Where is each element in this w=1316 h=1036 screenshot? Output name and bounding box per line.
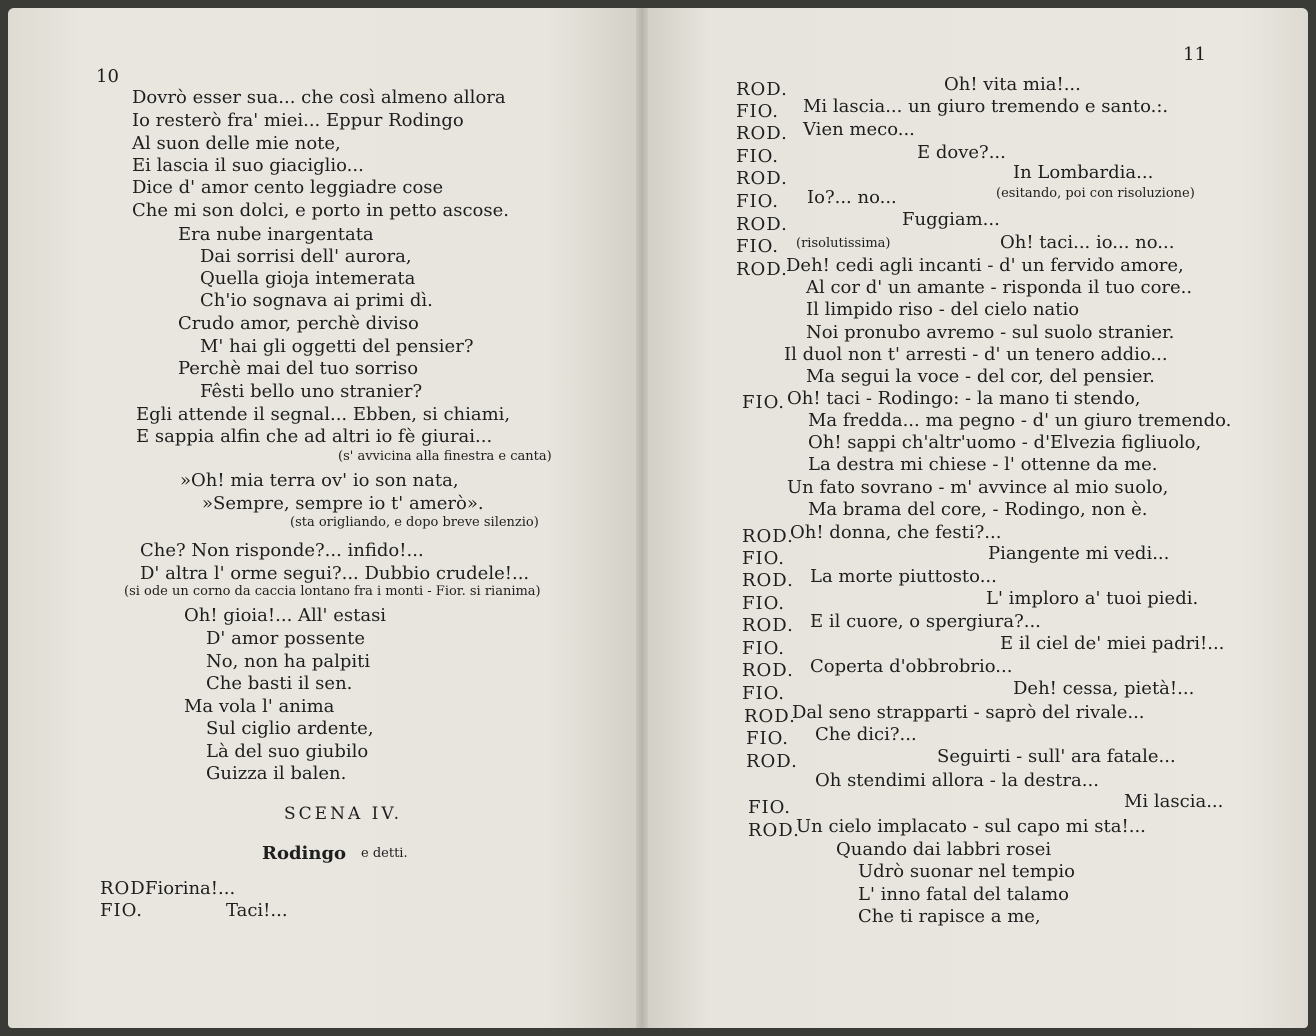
speaker-label: ROD.	[736, 79, 788, 100]
verse-line: E il ciel de' miei padri!...	[1000, 633, 1225, 654]
scene-heading: SCENA IV.	[284, 804, 403, 824]
speaker-label: FIO.	[742, 392, 786, 413]
verse-line: Perchè mai del tuo sorriso	[178, 358, 419, 379]
verse-line: Guizza il balen.	[206, 763, 347, 784]
verse-line: Ma vola l' anima	[184, 696, 335, 717]
verse-line: Là del suo giubilo	[206, 741, 369, 762]
speaker-label: FIO.	[742, 548, 786, 569]
verse-line: Ma brama del core, - Rodingo, non è.	[808, 499, 1148, 520]
stage-direction: (esitando, poi con risoluzione)	[996, 186, 1195, 201]
verse-line: L' imploro a' tuoi piedi.	[986, 588, 1199, 609]
verse-line: Dai sorrisi dell' aurora,	[200, 246, 412, 267]
verse-line: Dovrò esser sua... che così almeno allora	[132, 87, 506, 108]
verse-line: Egli attende il segnal... Ebben, si chiami,	[136, 404, 511, 425]
verse-line: Al cor d' un amante - risponda il tuo core..	[806, 277, 1193, 298]
verse-line: D' amor possente	[206, 628, 366, 649]
speaker-label: ROD.	[736, 214, 788, 235]
verse-line: Mi lascia... un giuro tremendo e santo.:.	[803, 96, 1169, 117]
speaker-label: ROD.	[742, 615, 794, 636]
speaker-label: FIO.	[748, 797, 792, 818]
stage-direction: (risolutissima)	[796, 236, 891, 251]
verse-line: Fuggiam...	[902, 209, 1000, 230]
speaker-label: FIO.	[736, 146, 780, 167]
speaker-label: ROD.	[736, 168, 788, 189]
verse-line: Udrò suonar nel tempio	[858, 861, 1075, 882]
verse-line: Fiorina!...	[145, 878, 236, 899]
verse-line: M' hai gli oggetti del pensier?	[200, 336, 474, 357]
verse-line: Ch'io sognava ai primi dì.	[200, 290, 433, 311]
verse-line: Oh! gioia!... All' estasi	[184, 605, 387, 626]
verse-line: Taci!...	[226, 900, 288, 921]
speaker-label: ROD.	[736, 259, 788, 280]
verse-line: Io?... no...	[807, 187, 897, 208]
verse-line: L' inno fatal del talamo	[858, 884, 1069, 905]
verse-line: Oh! vita mia!...	[944, 74, 1081, 95]
verse-line: Un cielo implacato - sul capo mi sta!...	[796, 816, 1146, 837]
speaker-label: ROD.	[742, 660, 794, 681]
verse-line: Sul ciglio ardente,	[206, 718, 374, 739]
speaker-label: ROD.	[744, 706, 796, 727]
speaker-label: ROD.	[736, 123, 788, 144]
verse-line: Oh! sappi ch'altr'uomo - d'Elvezia figliuolo,	[808, 432, 1202, 453]
verse-line: E dove?...	[917, 142, 1006, 163]
verse-line: La morte piuttosto...	[810, 566, 997, 587]
verse-line: Che dici?...	[815, 724, 917, 745]
verse-line: Un fato sovrano - m' avvince al mio suolo,	[787, 477, 1169, 498]
verse-line: Ma segui la voce - del cor, del pensier.	[806, 366, 1155, 387]
verse-line: Che ti rapisce a me,	[858, 906, 1041, 927]
verse-line: Il duol non t' arresti - d' un tenero addio...	[784, 344, 1168, 365]
verse-line: Il limpido riso - del cielo natio	[806, 299, 1080, 320]
verse-line: Coperta d'obbrobrio...	[810, 656, 1013, 677]
verse-line: Quella gioja intemerata	[200, 268, 416, 289]
verse-line: Crudo amor, perchè diviso	[178, 313, 419, 334]
verse-line: »Sempre, sempre io t' amerò».	[202, 493, 484, 514]
verse-line: Oh stendimi allora - la destra...	[815, 770, 1099, 791]
verse-line: Dal seno strapparti - saprò del rivale...	[792, 702, 1145, 723]
speaker-label: FIO.	[736, 236, 780, 257]
verse-line: Ei lascia il suo giaciglio...	[132, 155, 364, 176]
verse-line: E sappia alfin che ad altri io fè giurai...	[136, 426, 493, 447]
character-note: e detti.	[361, 846, 408, 861]
verse-line: In Lombardia...	[1013, 162, 1154, 183]
speaker-label: ROD.	[748, 820, 800, 841]
stage-direction: (sta origliando, e dopo breve silenzio)	[290, 515, 539, 530]
speaker-label: FIO.	[736, 101, 780, 122]
verse-line: Era nube inargentata	[178, 224, 374, 245]
verse-line: Io resterò fra' miei... Eppur Rodingo	[132, 110, 464, 131]
verse-line: Che? Non risponde?... infido!...	[140, 540, 424, 561]
verse-line: Oh! taci... io... no...	[1000, 232, 1175, 253]
verse-line: »Oh! mia terra ov' io son nata,	[180, 470, 459, 491]
verse-line: Quando dai labbri rosei	[836, 839, 1052, 860]
speaker-label: FIO.	[742, 638, 786, 659]
verse-line: Oh! taci - Rodingo: - la mano ti stendo,	[787, 388, 1141, 409]
verse-line: No, non ha palpiti	[206, 651, 371, 672]
speaker-label: FIO.	[742, 593, 786, 614]
speaker-label: FIO.	[742, 683, 786, 704]
verse-line: Vien meco...	[803, 119, 915, 140]
verse-line: Fêsti bello uno stranier?	[200, 381, 423, 402]
verse-line: Seguirti - sull' ara fatale...	[937, 746, 1176, 767]
verse-line: Deh! cedi agli incanti - d' un fervido amore,	[786, 255, 1184, 276]
speaker-label: ROD.	[742, 526, 794, 547]
verse-line: Piangente mi vedi...	[988, 543, 1170, 564]
verse-line: Al suon delle mie note,	[132, 133, 341, 154]
verse-line: Oh! donna, che festi?...	[790, 522, 1002, 543]
verse-line: Deh! cessa, pietà!...	[1013, 678, 1195, 699]
stage-direction: (s' avvicina alla finestra e canta)	[338, 449, 552, 464]
speaker-label: FIO.	[746, 728, 790, 749]
speaker-label: ROD.	[742, 570, 794, 591]
verse-line: Che mi son dolci, e porto in petto ascose.	[132, 200, 509, 221]
speaker-label: FIO.	[736, 191, 780, 212]
page-number-right: 11	[1183, 44, 1206, 65]
verse-line: Ma fredda... ma pegno - d' un giuro tremendo.	[808, 410, 1232, 431]
verse-line: Noi pronubo avremo - sul suolo stranier.	[806, 322, 1175, 343]
stage-direction: (si ode un corno da caccia lontano fra i monti - Fior. si rianima)	[124, 584, 541, 599]
verse-line: Che basti il sen.	[206, 673, 353, 694]
verse-line: D' altra l' orme segui?... Dubbio crudele!...	[140, 563, 530, 584]
speaker-label: ROD.	[746, 751, 798, 772]
character-name: Rodingo	[262, 843, 347, 864]
book-gutter	[636, 8, 648, 1028]
page-number-left: 10	[96, 66, 119, 87]
speaker-label: FIO.	[100, 900, 144, 921]
verse-line: Mi lascia...	[1124, 791, 1224, 812]
verse-line: E il cuore, o spergiura?...	[810, 611, 1041, 632]
verse-line: La destra mi chiese - l' ottenne da me.	[808, 454, 1158, 475]
speaker-label: ROD.	[100, 878, 152, 899]
verse-line: Dice d' amor cento leggiadre cose	[132, 177, 444, 198]
